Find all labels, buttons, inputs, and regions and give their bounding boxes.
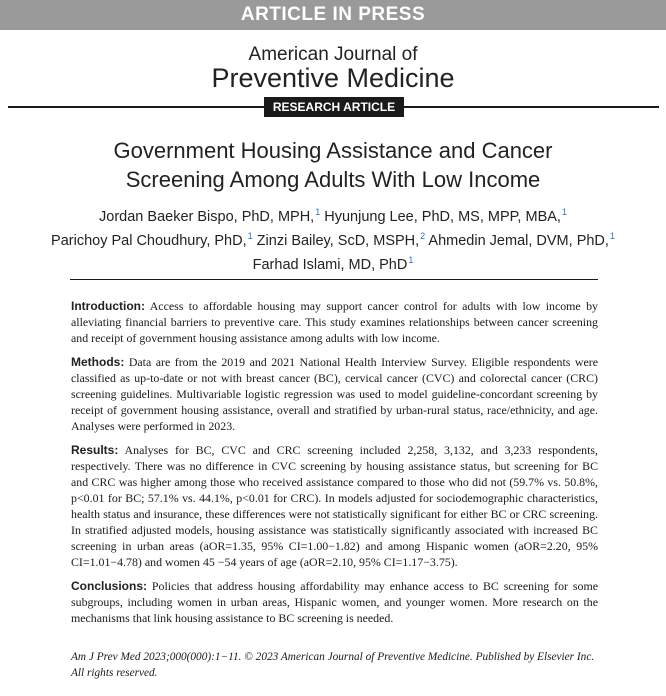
journal-name-line2[interactable]: Preventive Medicine [211,63,455,93]
affiliation-link[interactable]: 1 [247,231,253,241]
author-name[interactable]: Farhad Islami, MD, PhD [252,257,408,273]
author-name[interactable]: Ahmedin Jemal, DVM, PhD, [428,233,609,249]
abstract [71,298,598,634]
affiliation-link[interactable]: 2 [420,231,426,241]
section-heading: Methods: [71,355,125,369]
journal-name-line1[interactable]: American Journal of [248,44,418,65]
article-title-line2: Screening Among Adults With Low Income [125,167,541,192]
author-name[interactable]: Hyunjung Lee, PhD, MS, MPP, MBA, [324,209,561,225]
section-text: Policies that address housing affordability may enhance access to BC screening for some subgroups, including women in urban areas, Hispanic women, and younger women. More research on the mechanisms that link housing assistance to BC screening is needed. [71,579,598,625]
author-name[interactable]: Jordan Baeker Bispo, PhD, MPH, [99,209,315,225]
article-title [30,136,636,194]
affiliation-link[interactable]: 1 [561,207,567,217]
section-heading: Introduction: [71,299,145,313]
author-list [10,203,656,275]
section-text: Analyses for BC, CVC and CRC screening included 2,258, 3,132, and 3,233 respondents, respectively. There was no difference in CVC screening by housing assistance status, but screening for BC and CRC was higher among those who received assistance compared to those who did not (59.7% vs. 50.8%, p<0.01 for BC; 57.1% vs. 44.1%, p<0.01 for CRC). In models adjusted for sociodemographic characteristics, health status and insurance, these differences were not statistically significant for either BC or CRC screening. In stratified adjusted models, housing assistance was statistically significantly associated with increased BC screening in urban areas (aOR=1.35, 95% CI=1.00−1.82) and among Hispanic women (aOR=2.20, 95% CI=1.01−4.78) and women 45 −54 years of age (aOR=2.10, 95% CI=1.17−3.75). [71,443,598,569]
affiliation-link[interactable]: 1 [315,207,321,217]
citation-footer: Am J Prev Med 2023;000(000):1−11. © 2023 American Journal of Preventive Medicine. Published by Elsevier Inc. All rights reserved. [71,651,595,679]
section-heading: Conclusions: [71,579,148,593]
affiliation-link[interactable]: 1 [609,231,615,241]
section-heading: Results: [71,443,119,457]
article-title-line1: Government Housing Assistance and Cancer [113,138,553,163]
author-name[interactable]: Parichoy Pal Choudhury, PhD, [51,233,247,249]
author-line-3 [10,251,656,275]
abstract-results [71,442,598,570]
abstract-conclusions [71,578,598,626]
author-name[interactable]: Zinzi Bailey, ScD, MSPH, [256,233,420,249]
affiliation-link[interactable]: 1 [408,255,414,265]
article-in-press-banner: ARTICLE IN PRESS [0,0,666,30]
abstract-introduction [71,298,598,346]
article-type-badge: RESEARCH ARTICLE [264,97,404,117]
author-line-2 [10,227,656,251]
author-line-1 [10,203,656,227]
abstract-divider [70,279,598,280]
abstract-methods [71,354,598,434]
section-text: Data are from the 2019 and 2021 National Health Interview Survey. Eligible respondents were classified as up-to-date or not with breast cancer (BC), cervical cancer (CVC) and colorectal cancer (CRC) screening guidelines. Multivariable logistic regression was used to model guideline-concordant screening by receipt of government housing assistance, overall and stratified by urban-rural status, race/ethnicity, and age. Analyses were performed in 2023. [71,355,598,433]
section-text: Access to affordable housing may support cancer control for adults with low income by alleviating financial barriers to preventive care. This study examines relationships between cancer screening and receipt of government housing assistance among adults with low income. [71,299,598,345]
